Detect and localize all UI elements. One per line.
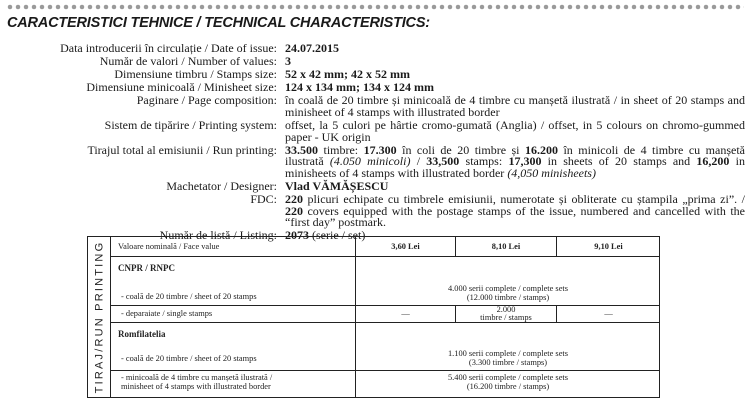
cnpr-single-value-2: 2.000 [496, 305, 516, 314]
spec-value: Vlad VĂMĂȘESCU [285, 179, 389, 194]
romfilatelia-mini-value: 5.400 serii complete / complete sets [447, 373, 568, 382]
spec-page-composition [0, 95, 750, 118]
spec-label: Număr de listă / Listing: [159, 228, 277, 243]
romfilatelia-mini-value-stamps: (16.200 timbre / stamps) [466, 382, 550, 391]
spec-label: Tirajul total al emisiunii / Run printing: [87, 142, 277, 157]
spec-list [0, 43, 750, 244]
cnpr-sheet-label: - coală de 20 timbre / sheet of 20 stamps [121, 292, 257, 301]
cnpr-single-value-1: — [401, 309, 410, 318]
header-value-1: 3,60 Lei [391, 242, 420, 251]
spec-label: Dimensiune minicoală / Minisheet size: [86, 80, 277, 95]
vertical-label: TIRAJ/RUN PRINTING [88, 237, 111, 397]
romfilatelia-mini-label: - minicoală de 4 timbre cu manșetă ilustrată / [121, 373, 273, 382]
spec-value: 2073 (serie / set) [285, 228, 366, 243]
spec-label: Dimensiune timbru / Stamps size: [114, 67, 277, 82]
romfilatelia-title: Romfilatelia [118, 329, 166, 339]
row-divider [111, 322, 659, 323]
cnpr-sheet-value: 4.000 serii complete / complete sets [447, 284, 568, 293]
cnpr-title: CNPR / RNPC [118, 263, 175, 273]
spec-value: offset, la 5 culori pe hârtie cromo-gumată (Anglia) / offset, in 5 colours on chromo-gummed paper - UK origin [285, 118, 745, 144]
spec-date-of-issue [0, 43, 750, 55]
spec-value: 124 x 134 mm; 134 x 124 mm [285, 80, 434, 95]
header-face-value: Valoare nominală / Face value [118, 242, 220, 251]
spec-run-printing [0, 142, 750, 180]
spec-minisheet-size [0, 82, 750, 94]
spec-value: 33.500 timbre: 17.300 în coli de 20 timbre și 16.200 în minicoli de 4 timbre cu manșetă ilustrată (4.050 minicoli) / 33,500 stamps: 17,300 in sheets of 20 stamps and 16,200 in minisheets of 4 stamps with illustrated border (4,050 minisheets) [285, 142, 745, 180]
page-title: CARACTERISTICI TEHNICE / TECHNICAL CHARACTERISTICS: [7, 15, 430, 31]
cnpr-sheet-value-stamps: (12.000 timbre / stamps) [466, 293, 550, 302]
row-divider [111, 256, 659, 257]
row-divider [111, 370, 659, 371]
header-value-3: 9,10 Lei [594, 242, 623, 251]
spec-label: Machetator / Designer: [166, 179, 277, 194]
spec-value: 220 plicuri echipate cu timbrele emisiunii, numerotate și obliterate cu ștampila „prima zi”. / 220 covers equipped with the postage stamps of the issue, numbered and cancelled with the “first day” postmark. [285, 192, 745, 230]
romfilatelia-sheet-label: - coală de 20 timbre / sheet of 20 stamps [121, 354, 257, 363]
spec-printing-system [0, 120, 750, 143]
romfilatelia-sheet-value-stamps: (3.300 timbre / stamps) [468, 358, 548, 367]
row-divider [111, 305, 659, 306]
dotted-divider [6, 3, 744, 11]
spec-value: 52 x 42 mm; 42 x 52 mm [285, 67, 410, 82]
spec-designer [0, 181, 750, 193]
spec-label: Paginare / Page composition: [136, 93, 277, 108]
spec-stamps-size [0, 69, 750, 81]
spec-fdc [0, 194, 750, 229]
spec-value: în coală de 20 timbre și minicoală de 4 timbre cu manșetă ilustrată / in sheet of 20 stamps and minisheet of 4 stamps with illustrated border [285, 93, 745, 119]
spec-number-of-values [0, 56, 750, 68]
spec-label: FDC: [250, 192, 277, 207]
romfilatelia-sheet-value: 1.100 serii complete / complete sets [447, 349, 568, 358]
romfilatelia-mini-label-en: minisheet of 4 stamps with illustrated border [121, 382, 271, 391]
header-value-2: 8,10 Lei [491, 242, 521, 251]
spec-label: Sistem de tipărire / Printing system: [104, 118, 277, 133]
cnpr-single-value-3: — [604, 309, 613, 318]
spec-value: 24.07.2015 [285, 41, 339, 55]
spec-label: Număr de valori / Number of values: [99, 54, 277, 69]
spec-value: 3 [285, 54, 291, 69]
cnpr-single-label: - deparaiate / single stamps [121, 309, 213, 318]
cnpr-single-value-2-unit: timbre / stamps [480, 313, 532, 322]
run-printing-table [87, 236, 660, 398]
spec-label: Data introducerii în circulație / Date of issue: [60, 41, 277, 55]
